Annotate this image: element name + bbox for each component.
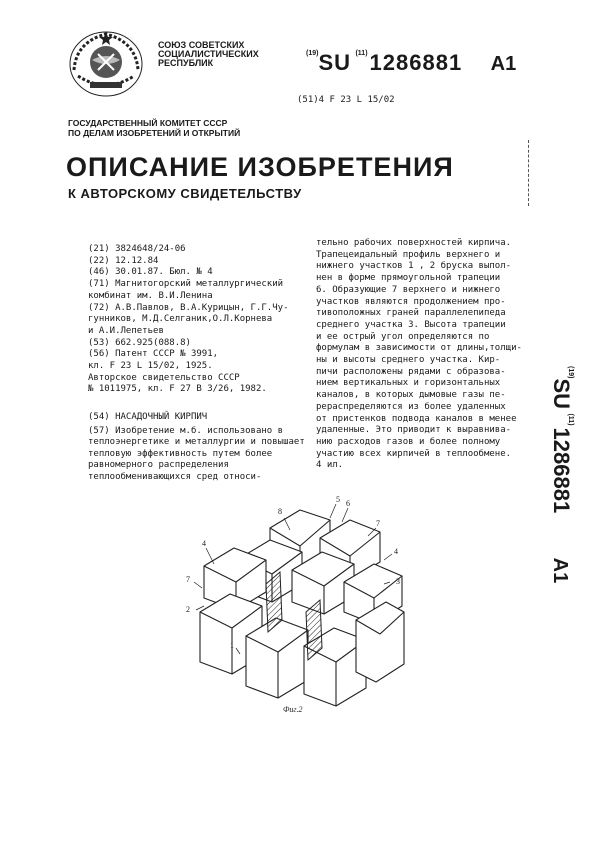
biblio-line: (21) 3824648/24-06	[88, 244, 186, 254]
figure-label: 4	[394, 547, 398, 556]
publication-number	[306, 50, 516, 76]
biblio-line: (72) А.В.Павлов, В.А.Курицын, Г.Г.Чу-	[88, 302, 289, 313]
biblio-line: (56) Патент СССР № 3991,	[88, 349, 219, 360]
text-line: пичи расположены рядами с образова-	[316, 366, 506, 377]
ussr-emblem-icon	[68, 30, 144, 98]
margin-divider	[528, 140, 529, 206]
biblio-line: (22) 12.12.84	[88, 255, 159, 266]
code-11: (11)	[355, 50, 368, 57]
biblio-line: Авторское свидетельство СССР	[88, 372, 240, 383]
text-line: и ее острый угол определяются по	[316, 331, 490, 342]
text-line: от пристенков подвода каналов в менее	[316, 413, 517, 424]
figure-label: 5	[336, 495, 340, 504]
country-code: SU	[318, 50, 352, 75]
document-subtitle: К АВТОРСКОМУ СВИДЕТЕЛЬСТВУ	[68, 186, 302, 201]
text-line: ны и высоты среднего участка. Кир-	[316, 355, 501, 366]
figure-label: 8	[278, 507, 282, 516]
figure-label: 7	[376, 519, 380, 528]
biblio-line: комбинат им. В.И.Ленина	[88, 290, 213, 301]
text-line: нижнего участков 1 , 2 бруска выпол-	[316, 261, 512, 272]
biblio-line: № 1011975, кл. F 27 В 3/26, 1982.	[88, 384, 267, 395]
invention-name: (54) НАСАДОЧНЫЙ КИРПИЧ	[88, 412, 208, 422]
code-19: (19)	[306, 50, 319, 57]
figure-label: 7	[186, 575, 190, 584]
text-line: рераспределяются из более удаленных	[316, 401, 506, 412]
biblio-line: (71) Магнитогорский металлургический	[88, 279, 284, 290]
text-line: формулам в зависимости от длины,толщи-	[316, 343, 522, 354]
text-line: 4 ил.	[316, 460, 344, 471]
text-line: Трапецеидальный профиль верхнего и	[316, 249, 501, 260]
figure-caption: Фиг.2	[283, 705, 303, 714]
text-line: 6. Образующие 7 верхнего и нижнего	[316, 284, 501, 295]
vertical-publication-number	[548, 366, 574, 583]
figure-label: 4	[202, 539, 206, 548]
text-line: среднего участка 3. Высота трапеции	[316, 319, 506, 330]
figure-label: 1	[230, 641, 234, 650]
text-line: нен в форме прямоугольной трапеции	[316, 273, 501, 284]
text-line: тельно рабочих поверхностей кирпича.	[316, 238, 512, 248]
code-11-vertical: (11)	[567, 413, 574, 426]
biblio-line: (53) 662.925(088.8)	[88, 337, 191, 348]
text-line: нию расходов газов и более полному	[316, 436, 501, 447]
country-code-vertical: SU	[549, 378, 574, 410]
text-line: участию всех кирпичей в теплообмене.	[316, 448, 512, 459]
text-line: удаленные. Это приводит к выравнива-	[316, 425, 512, 436]
text-line: нием вертикальных и горизонтальных	[316, 378, 501, 389]
biblio-line: кл. F 23 L 15/02, 1925.	[88, 361, 213, 372]
text-line: тивоположных граней параллелепипеда	[316, 308, 506, 319]
committee-name: ГОСУДАРСТВЕННЫЙ КОМИТЕТ СССР ПО ДЕЛАМ ИЗОБРЕТЕНИЙ И ОТКРЫТИЙ	[68, 118, 241, 138]
doc-kind: A1	[490, 53, 517, 75]
brick-assembly-figure	[180, 488, 410, 718]
ipc-classification: (51)4 F 23 L 15/02	[297, 95, 395, 105]
biblio-line: и А.И.Лепетьев	[88, 325, 164, 336]
biblio-line: гунников, М.Д.Селганик,О.Л.Корнева	[88, 314, 273, 325]
abstract-continuation	[316, 238, 546, 472]
text-line: участков являются продолжением про-	[316, 296, 506, 307]
figure-label: 6	[346, 499, 350, 508]
abstract	[88, 412, 308, 483]
bibliographic-data	[88, 244, 304, 396]
code-19-vertical: (19)	[567, 366, 574, 379]
patent-number: 1286881	[369, 50, 463, 75]
figure-label: 3	[396, 577, 400, 586]
text-line: каналов, в которых дымовые газы пе-	[316, 390, 506, 401]
document-title: ОПИСАНИЕ ИЗОБРЕТЕНИЯ	[66, 152, 454, 182]
patent-number-vertical: 1286881	[549, 427, 574, 514]
union-name: СОЮЗ СОВЕТСКИХ СОЦИАЛИСТИЧЕСКИХ РЕСПУБЛИК	[158, 40, 259, 68]
abstract-text: (57) Изобретение м.б. использовано в теплоэнергетике и металлургии и повышает тепловую эффективность путем более равномерного распределения теплообменивающихся сред относи-	[88, 425, 305, 482]
figure-label: 2	[186, 605, 190, 614]
biblio-line: (46) 30.01.87. Бюл. № 4	[88, 267, 213, 278]
doc-kind-vertical: A1	[549, 557, 571, 584]
